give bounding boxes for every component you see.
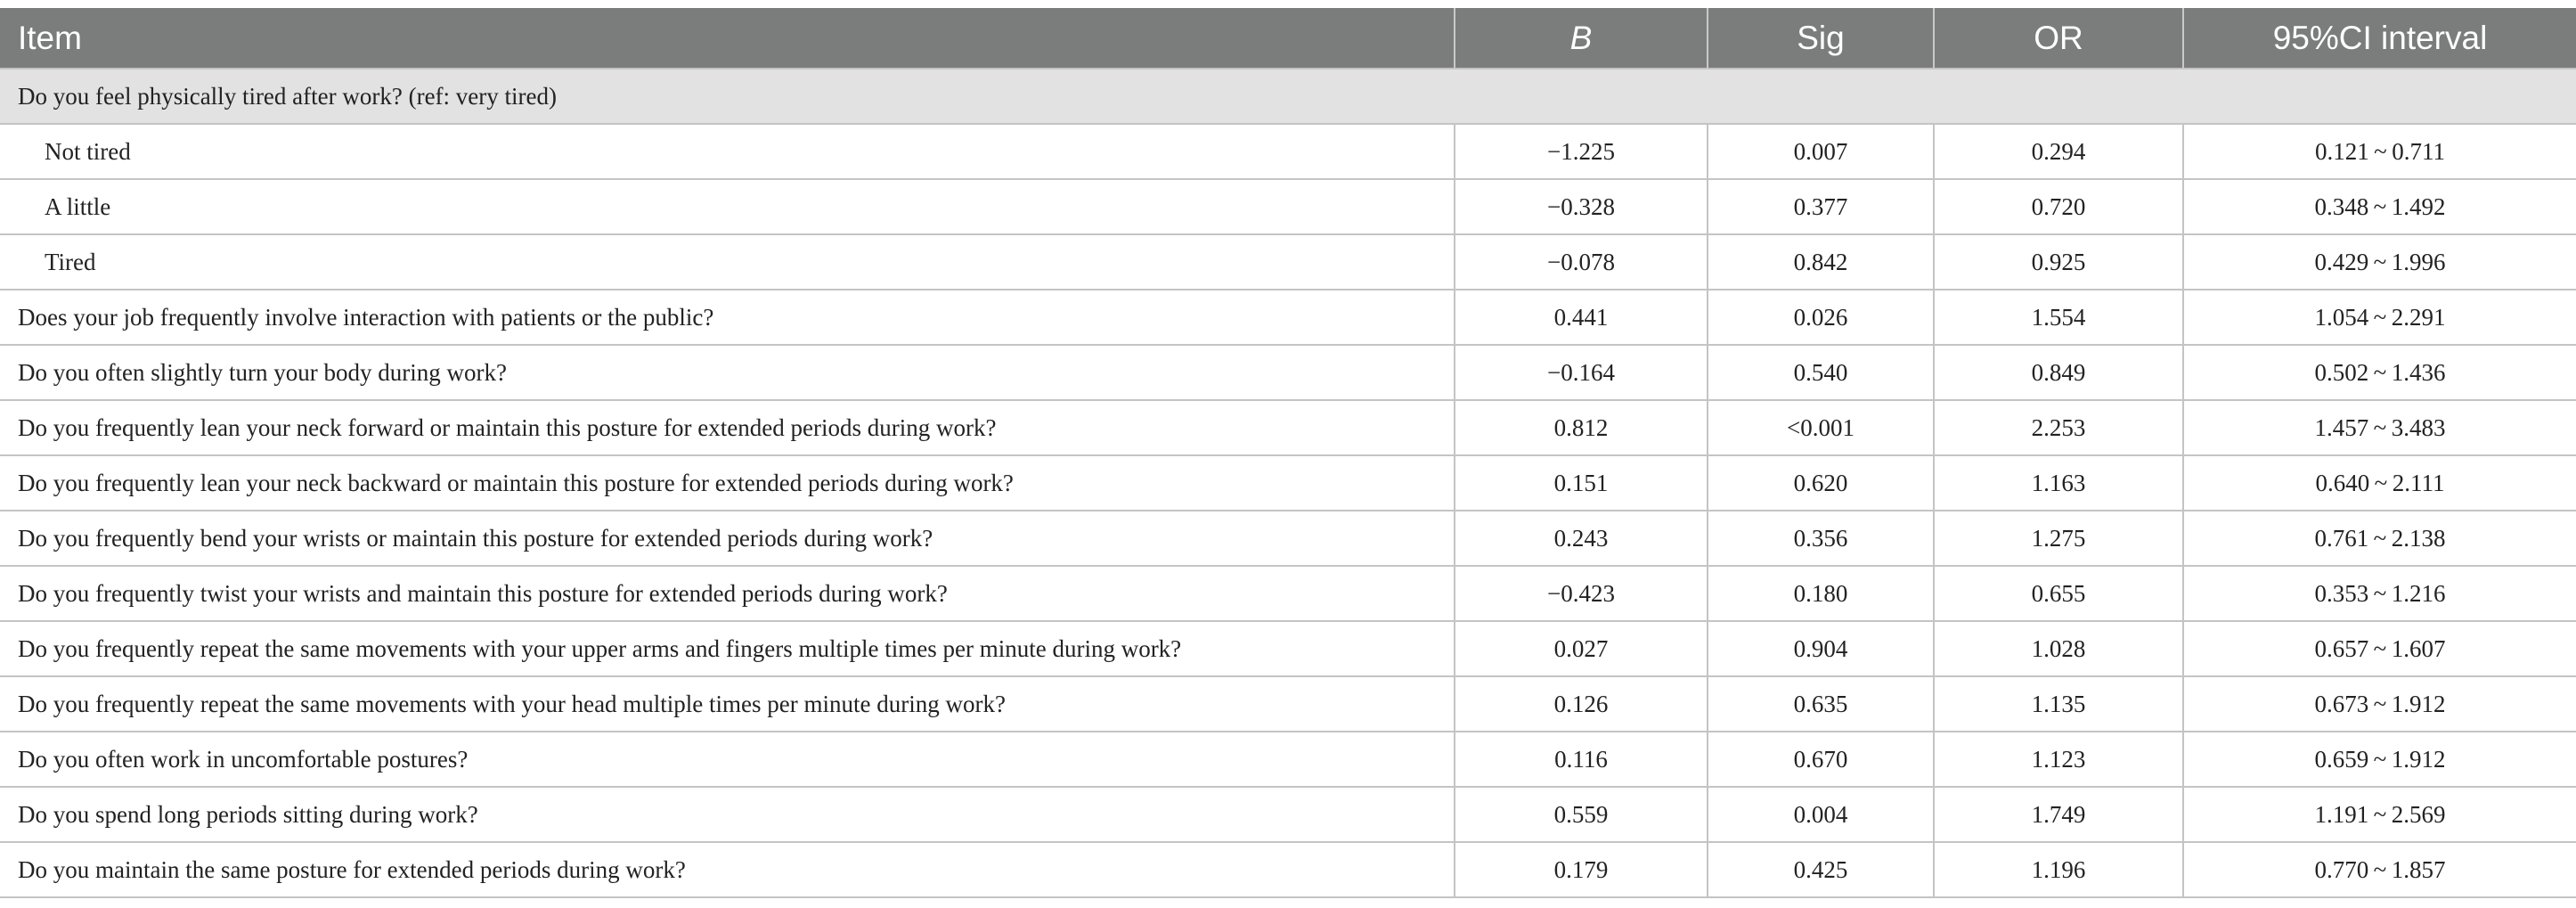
cell-sig: 0.356 [1708, 511, 1934, 566]
cell-item: Do you frequently twist your wrists and maintain this posture for extended periods during work? [0, 566, 1455, 621]
table-body [0, 69, 2576, 897]
table-row [0, 511, 2576, 566]
cell-item: Do you spend long periods sitting during work? [0, 787, 1455, 842]
cell-or: 1.554 [1934, 290, 2183, 345]
cell-item: Do you frequently bend your wrists or maintain this posture for extended periods during work? [0, 511, 1455, 566]
table-row [0, 345, 2576, 400]
cell-ci: 0.761 ~ 2.138 [2183, 511, 2576, 566]
cell-or: 1.123 [1934, 732, 2183, 787]
cell-item: Not tired [0, 124, 1455, 179]
cell-b: 0.243 [1455, 511, 1708, 566]
cell-item: Do you frequently repeat the same movements with your head multiple times per minute during work? [0, 676, 1455, 732]
cell-sig: 0.377 [1708, 179, 1934, 234]
cell-b: 0.559 [1455, 787, 1708, 842]
cell-b: 0.151 [1455, 455, 1708, 511]
table-row [0, 621, 2576, 676]
cell-item: Do you frequently repeat the same movements with your upper arms and fingers multiple times per minute during work? [0, 621, 1455, 676]
cell-or: 1.275 [1934, 511, 2183, 566]
cell-or: 1.028 [1934, 621, 2183, 676]
cell-sig: 0.842 [1708, 234, 1934, 290]
cell-or: 0.655 [1934, 566, 2183, 621]
cell-ci: 0.121 ~ 0.711 [2183, 124, 2576, 179]
cell-or: 0.720 [1934, 179, 2183, 234]
cell-sig: 0.180 [1708, 566, 1934, 621]
cell-b: −1.225 [1455, 124, 1708, 179]
cell-ci: 0.353 ~ 1.216 [2183, 566, 2576, 621]
cell-or: 0.849 [1934, 345, 2183, 400]
table-row [0, 676, 2576, 732]
cell-sig: 0.026 [1708, 290, 1934, 345]
cell-ci: 1.191 ~ 2.569 [2183, 787, 2576, 842]
cell-ci: 1.457 ~ 3.483 [2183, 400, 2576, 455]
header-row [0, 8, 2576, 69]
table-row [0, 455, 2576, 511]
cell-item: Do you often work in uncomfortable postures? [0, 732, 1455, 787]
cell-ci: 0.659 ~ 1.912 [2183, 732, 2576, 787]
table-header [0, 8, 2576, 69]
cell-b: 0.441 [1455, 290, 1708, 345]
cell-b: −0.423 [1455, 566, 1708, 621]
cell-sig: 0.635 [1708, 676, 1934, 732]
cell-sig: 0.904 [1708, 621, 1934, 676]
cell-item: Does your job frequently involve interaction with patients or the public? [0, 290, 1455, 345]
cell-or: 0.294 [1934, 124, 2183, 179]
table-row [0, 842, 2576, 897]
cell-ci: 0.502 ~ 1.436 [2183, 345, 2576, 400]
cell-or: 2.253 [1934, 400, 2183, 455]
table-row [0, 566, 2576, 621]
header-item: Item [0, 8, 1455, 69]
header-ci: 95%CI interval [2183, 8, 2576, 69]
cell-sig: 0.004 [1708, 787, 1934, 842]
header-sig: Sig [1708, 8, 1934, 69]
cell-b: 0.812 [1455, 400, 1708, 455]
cell-or: 1.163 [1934, 455, 2183, 511]
cell-b: 0.126 [1455, 676, 1708, 732]
cell-sig: 0.620 [1708, 455, 1934, 511]
cell-b: 0.116 [1455, 732, 1708, 787]
cell-or: 1.135 [1934, 676, 2183, 732]
cell-ci: 1.054 ~ 2.291 [2183, 290, 2576, 345]
cell-sig: 0.007 [1708, 124, 1934, 179]
cell-sig: 0.540 [1708, 345, 1934, 400]
cell-b: 0.027 [1455, 621, 1708, 676]
cell-b: −0.078 [1455, 234, 1708, 290]
cell-item: Do you maintain the same posture for extended periods during work? [0, 842, 1455, 897]
cell-item: Do you frequently lean your neck backward or maintain this posture for extended periods during work? [0, 455, 1455, 511]
table-row [0, 290, 2576, 345]
cell-or: 1.749 [1934, 787, 2183, 842]
cell-ci: 0.657 ~ 1.607 [2183, 621, 2576, 676]
cell-ci: 0.770 ~ 1.857 [2183, 842, 2576, 897]
table-row [0, 732, 2576, 787]
cell-sig: 0.425 [1708, 842, 1934, 897]
cell-b: −0.164 [1455, 345, 1708, 400]
cell-item: Tired [0, 234, 1455, 290]
cell-or: 0.925 [1934, 234, 2183, 290]
cell-ci: 0.348 ~ 1.492 [2183, 179, 2576, 234]
cell-or: 1.196 [1934, 842, 2183, 897]
table-row [0, 179, 2576, 234]
table-row [0, 787, 2576, 842]
cell-b: 0.179 [1455, 842, 1708, 897]
cell-ci: 0.673 ~ 1.912 [2183, 676, 2576, 732]
section-label: Do you feel physically tired after work? (ref: very tired) [0, 69, 2576, 124]
cell-item: Do you frequently lean your neck forward or maintain this posture for extended periods during work? [0, 400, 1455, 455]
cell-sig: 0.670 [1708, 732, 1934, 787]
cell-ci: 0.429 ~ 1.996 [2183, 234, 2576, 290]
table-row [0, 124, 2576, 179]
header-or: OR [1934, 8, 2183, 69]
table-row [0, 234, 2576, 290]
cell-item: Do you often slightly turn your body during work? [0, 345, 1455, 400]
cell-sig: <0.001 [1708, 400, 1934, 455]
section-row [0, 69, 2576, 124]
header-b: B [1455, 8, 1708, 69]
cell-ci: 0.640 ~ 2.111 [2183, 455, 2576, 511]
cell-item: A little [0, 179, 1455, 234]
regression-table [0, 8, 2576, 898]
table-row [0, 400, 2576, 455]
cell-b: −0.328 [1455, 179, 1708, 234]
